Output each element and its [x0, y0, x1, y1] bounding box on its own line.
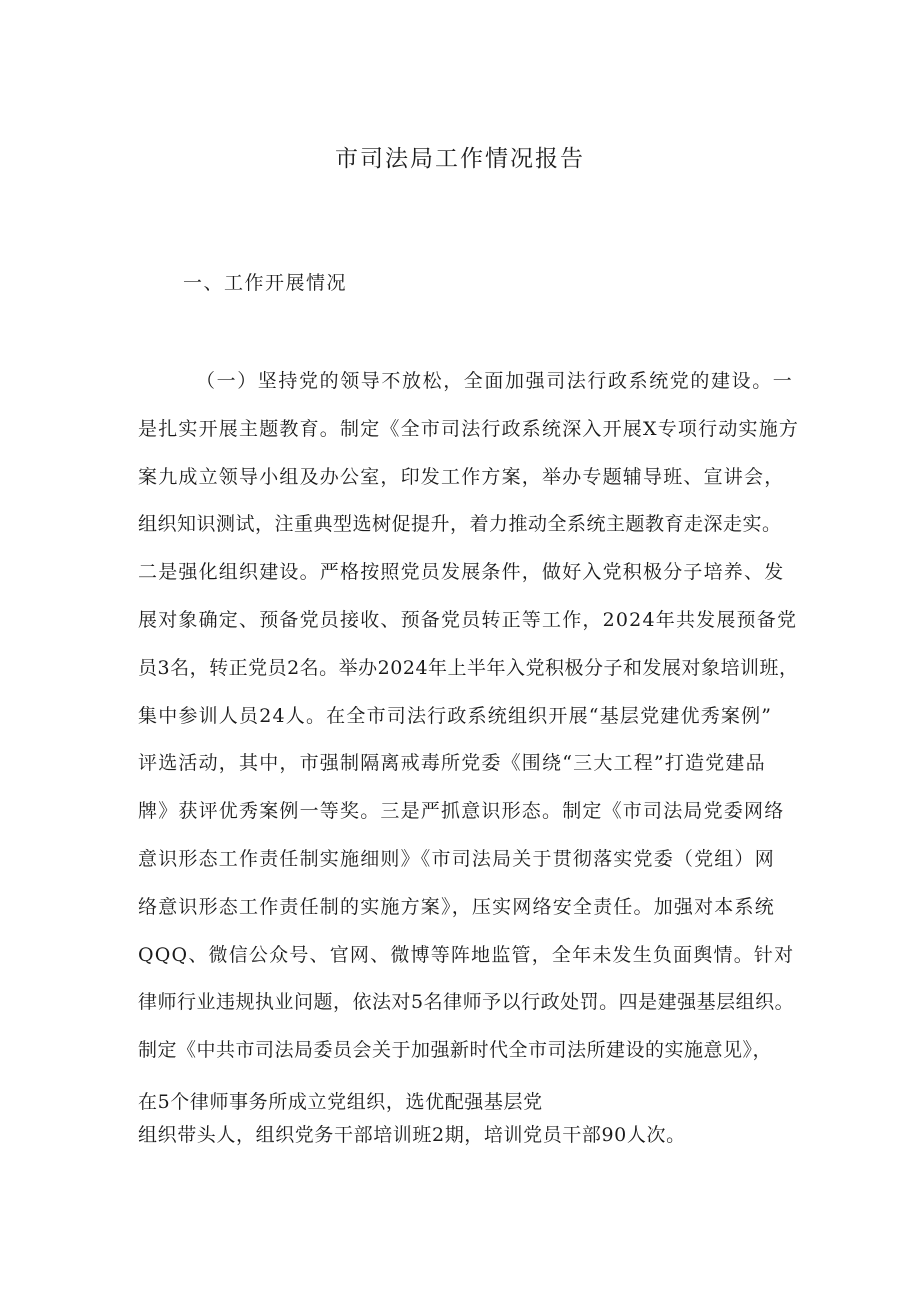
paragraph-line: （一）坚持党的领导不放松，全面加强司法行政系统党的建设。一 — [196, 370, 794, 392]
paragraph-tail-line: 在5个律师事务所成立党组织，选优配强基层党 — [138, 1091, 543, 1113]
paragraph-line: 牌》获评优秀案例一等奖。三是严抓意识形态。制定《市司法局党委网络 — [138, 800, 785, 823]
paragraph-line: 是扎实开展主题教育。制定《全市司法行政系统深入开展X专项行动实施方 — [138, 417, 800, 440]
paragraph-body — [138, 362, 800, 1079]
paragraph-tail-line: 组织带头人，组织党务干部培训班2期，培训党员干部90人次。 — [138, 1124, 686, 1146]
paragraph-line: 评选活动，其中，市强制隔离戒毒所党委《围绕“三大工程”打造党建品 — [138, 752, 766, 775]
section-heading: 一、工作开展情况 — [183, 272, 348, 294]
paragraph-line: QQQ、微信公众号、官网、微博等阵地监管，全年未发生负面舆情。针对 — [138, 943, 795, 966]
paragraph-line: 意识形态工作责任制实施细则》《市司法局关于贯彻落实党委（党组）网 — [138, 847, 775, 870]
paragraph-line: 律师行业违规执业问题，依法对5名律师予以行政处罚。四是建强基层组织。 — [138, 991, 795, 1014]
paragraph-line: 制定《中共市司法局委员会关于加强新时代全市司法所建设的实施意见》， — [138, 1039, 773, 1062]
paragraph-line: 展对象确定、预备党员接收、预备党员转正等工作，2024年共发展预备党 — [138, 608, 798, 631]
paragraph-line: 组织知识测试，注重典型选树促提升，着力推动全系统主题教育走深走实。 — [138, 513, 782, 536]
paragraph-line: 员3名，转正党员2名。举办2024年上半年入党积极分子和发展对象培训班， — [138, 656, 799, 679]
paragraph-line: 络意识形态工作责任制的实施方案》，压实网络安全责任。加强对本系统 — [138, 895, 775, 918]
paragraph-line: 集中参训人员24人。在全市司法行政系统组织开展“基层党建优秀案例” — [138, 704, 773, 727]
paragraph-line: 二是强化组织建设。严格按照党员发展条件，做好入党积极分子培养、发 — [138, 561, 785, 584]
document-title: 市司法局工作情况报告 — [335, 146, 585, 172]
paragraph-line: 案九成立领导小组及办公室，印发工作方案，举办专题辅导班、宣讲会， — [138, 465, 785, 488]
